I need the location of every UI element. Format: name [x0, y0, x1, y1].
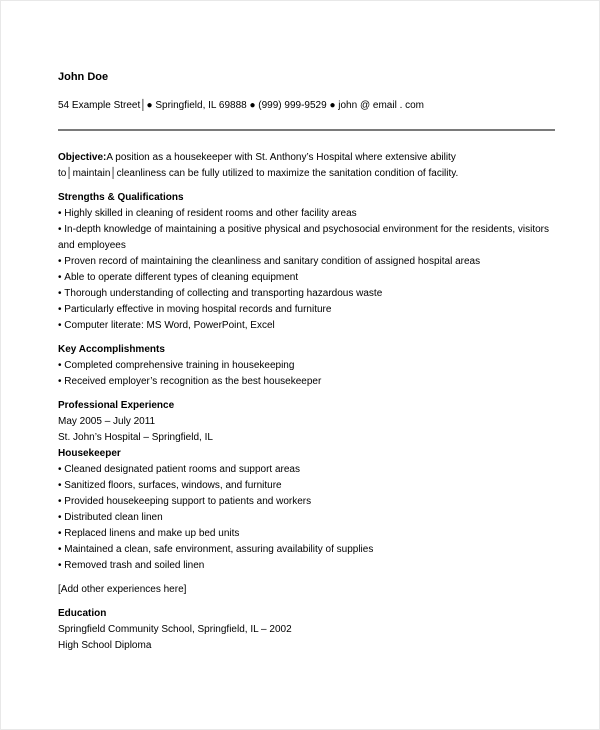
- resume-header: [58, 70, 558, 114]
- resume-body: [58, 150, 553, 654]
- strengths-list: [58, 206, 553, 334]
- objective-text: A position as a housekeeper with St. Anthony’s Hospital where extensive ability to│maintain│cleanliness can be fully utilized to maximize the sanitation condition of facility.: [58, 152, 459, 179]
- list-item: • Provided housekeeping support to patients and workers: [58, 494, 553, 510]
- experience-role: Housekeeper: [58, 448, 121, 459]
- strengths-heading: Strengths & Qualifications: [58, 192, 184, 203]
- contact-line: 54 Example Street│● Springfield, IL 69888 ● (999) 999-9529 ● john @ email . com: [58, 100, 425, 111]
- experience-dates: May 2005 – July 2011: [58, 416, 156, 427]
- applicant-name: John Doe: [58, 71, 109, 83]
- spacer: [58, 574, 553, 582]
- experience-placeholder: [Add other experiences here]: [58, 584, 187, 595]
- experience-heading: Professional Experience: [58, 400, 175, 411]
- list-item: • Particularly effective in moving hospital records and furniture: [58, 302, 553, 318]
- list-item: • Cleaned designated patient rooms and support areas: [58, 462, 553, 478]
- list-item: • Distributed clean linen: [58, 510, 553, 526]
- objective-paragraph: [58, 150, 553, 182]
- list-item: • Replaced linens and make up bed units: [58, 526, 553, 542]
- list-item: • Proven record of maintaining the cleanliness and sanitary condition of assigned hospital areas: [58, 254, 553, 270]
- accomplishments-heading: Key Accomplishments: [58, 344, 165, 355]
- experience-employer: St. John’s Hospital – Springfield, IL: [58, 432, 213, 443]
- education-school: Springfield Community School, Springfield, IL – 2002: [58, 624, 292, 635]
- list-item: • Received employer’s recognition as the best housekeeper: [58, 374, 553, 390]
- header-divider: [58, 129, 555, 131]
- education-degree: High School Diploma: [58, 640, 152, 651]
- experience-list: [58, 462, 553, 574]
- list-item: • In-depth knowledge of maintaining a positive physical and psychosocial environment for the residents, visitors and employees: [58, 222, 553, 254]
- list-item: • Maintained a clean, safe environment, assuring availability of supplies: [58, 542, 553, 558]
- objective-label: Objective:: [58, 152, 107, 163]
- list-item: • Computer literate: MS Word, PowerPoint, Excel: [58, 318, 553, 334]
- list-item: • Removed trash and soiled linen: [58, 558, 553, 574]
- education-heading: Education: [58, 608, 107, 619]
- list-item: • Highly skilled in cleaning of resident rooms and other facility areas: [58, 206, 553, 222]
- list-item: • Able to operate different types of cleaning equipment: [58, 270, 553, 286]
- list-item: • Sanitized floors, surfaces, windows, and furniture: [58, 478, 553, 494]
- list-item: • Completed comprehensive training in housekeeping: [58, 358, 553, 374]
- list-item: • Thorough understanding of collecting and transporting hazardous waste: [58, 286, 553, 302]
- accomplishments-list: [58, 358, 553, 390]
